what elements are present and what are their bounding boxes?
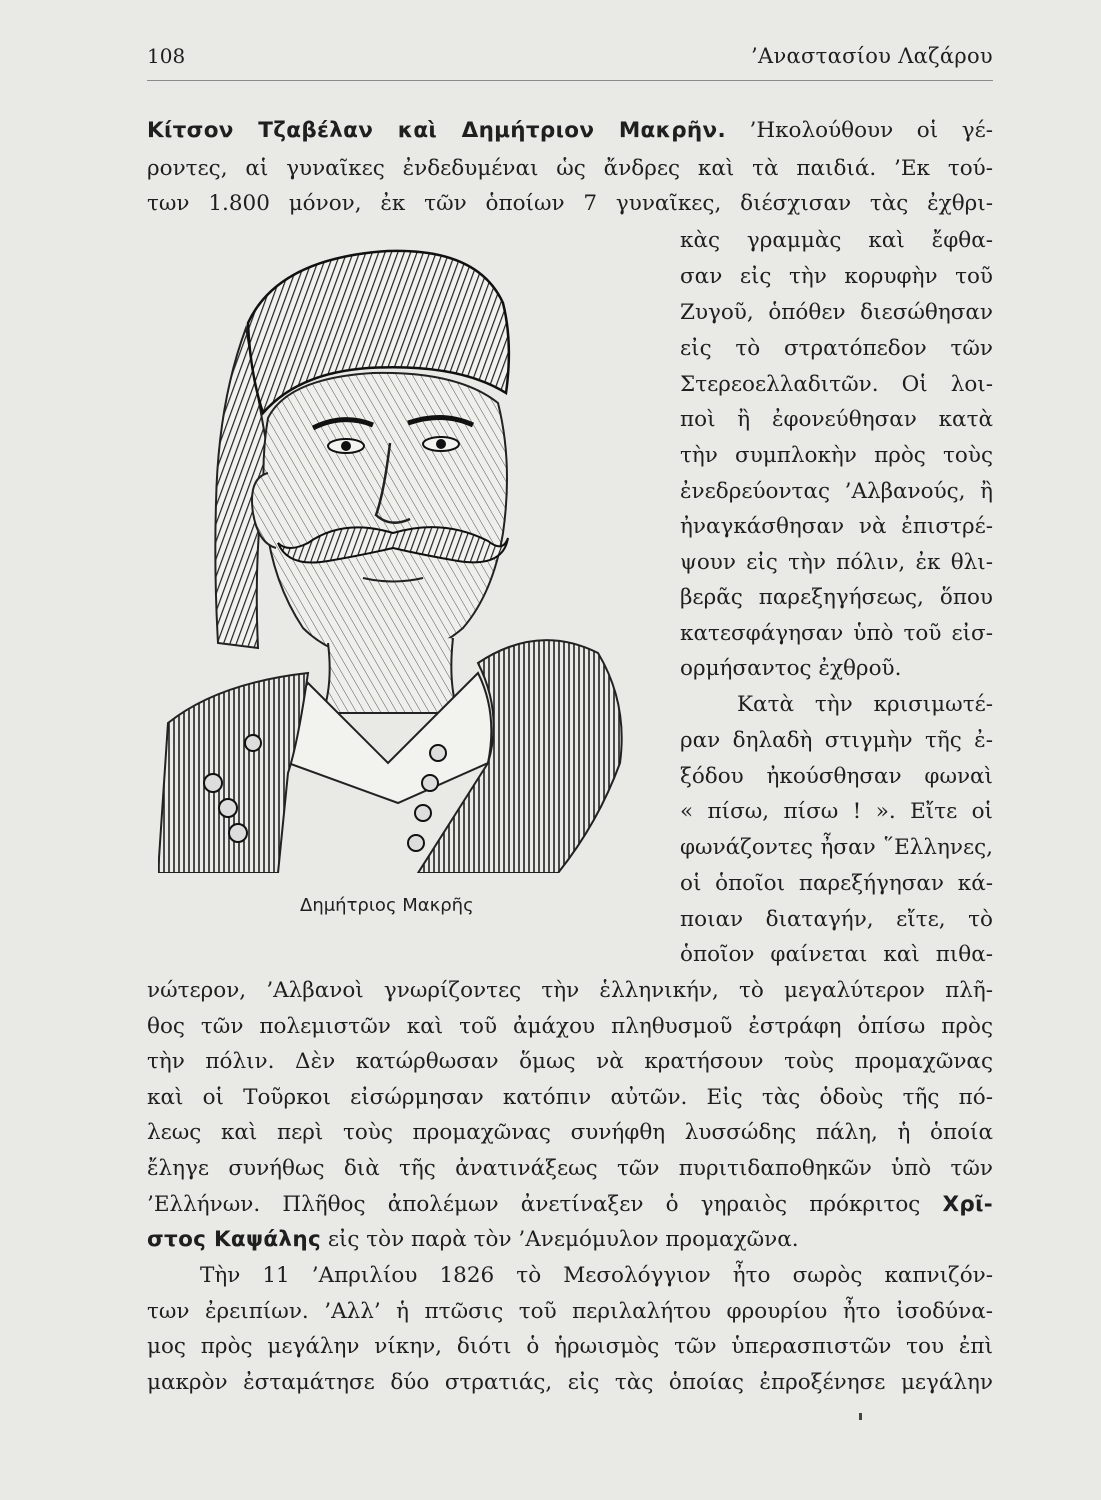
text-line: καὶ οἱ Τοῦρκοι εἰσώρμησαν κατόπιν αὐτῶν. Εἰς τὰς ὁδοὺς τῆς πό- [147, 1085, 993, 1110]
text-line: ψουν εἰς τὴν πόλιν, ἐκ θλι- [680, 550, 993, 575]
text-line: θος τῶν πολεμιστῶν καὶ τοῦ ἀμάχου πληθυσμοῦ ἐστράφη ὀπίσω πρὸς [147, 1014, 993, 1039]
text-line: οἱ ὁποῖοι παρεξήγησαν κά- [680, 871, 993, 896]
text-line: σαν εἰς τὴν κορυφὴν τοῦ [680, 264, 993, 289]
text-line: εἰς τὸ στρατόπεδον τῶν [680, 336, 993, 361]
text-line: ἔληγε συνήθως διὰ τῆς ἀνατινάξεως τῶν πυριτιδαποθηκῶν ὑπὸ τῶν [147, 1156, 993, 1181]
text-line: μακρὸν ἐσταμάτησε δύο στρατιάς, εἰς τὰς ὁποίας ἐπροξένησε μεγάλην [147, 1370, 993, 1395]
text-line: Στερεοελλαδιτῶν. Οἱ λοι- [680, 372, 993, 397]
text-line [147, 116, 993, 146]
portrait-engraving [158, 243, 628, 873]
text-span: εἰς τὸν παρὰ τὸν ’Ανεμόμυλον προμαχῶνα. [321, 1227, 799, 1252]
text-line: ἐνεδρεύοντας ’Αλβανούς, ἢ [680, 479, 993, 504]
text-line: τὴν πόλιν. Δὲν κατώρθωσαν ὅμως νὰ κρατήσουν τοὺς προμαχῶνας [147, 1049, 993, 1074]
header-rule [147, 80, 993, 81]
ink-speck [859, 1413, 862, 1420]
text-line [147, 1190, 993, 1220]
page-header [147, 44, 993, 74]
text-line: ροντες, αἱ γυναῖκες ἐνδεδυμέναι ὡς ἄνδρες καὶ τὰ παιδιά. ’Εκ τού- [147, 156, 993, 181]
text-line: Ζυγοῦ, ὁπόθεν διεσώθησαν [680, 300, 993, 325]
bold-name: στος Καψάλης [147, 1227, 321, 1252]
page-number: 108 [147, 44, 186, 68]
text-line: ποιαν διαταγήν, εἴτε, τὸ [680, 907, 993, 932]
text-line: των 1.800 μόνον, ἐκ τῶν ὁποίων 7 γυναῖκες, διέσχισαν τὰς ἐχθρι- [147, 191, 993, 216]
text-line: μος πρὸς μεγάλην νίκην, διότι ὁ ἡρωισμὸς τῶν ὑπερασπιστῶν του ἐπὶ [147, 1334, 993, 1359]
bold-names: Κίτσον Τζαβέλαν καὶ Δημήτριον Μακρῆν. [147, 118, 726, 143]
text-line: ὁποῖον φαίνεται καὶ πιθα- [680, 942, 993, 967]
text-line: κὰς γραμμὰς καὶ ἔφθα- [680, 228, 993, 253]
bold-name: Χρῖ- [942, 1192, 993, 1217]
portrait-caption: Δημήτριος Μακρῆς [300, 895, 474, 916]
text-line: των ἐρειπίων. ’Αλλ’ ἡ πτῶσις τοῦ περιλαλήτου φρουρίου ἦτο ἰσοδύνα- [147, 1299, 993, 1324]
text-line: ραν δηλαδὴ στιγμὴν τῆς ἐ- [680, 728, 993, 753]
text-line: Κατὰ τὴν κρισιμωτέ- [737, 692, 993, 717]
text-line: φωνάζοντες ἦσαν ῞Ελληνες, [680, 835, 993, 860]
text-line: ἠναγκάσθησαν νὰ ἐπιστρέ- [680, 514, 993, 539]
text-span: ’Ηκολούθουν οἱ γέ- [725, 118, 994, 143]
text-span: ’Ελλήνων. Πλῆθος ἀπολέμων ἀνετίναξεν ὁ γηραιὸς πρόκριτος [147, 1192, 921, 1217]
text-line: τὴν συμπλοκὴν πρὸς τοὺς [680, 443, 993, 468]
text-line: κατεσφάγησαν ὑπὸ τοῦ εἰσ- [680, 621, 993, 646]
text-line: « πίσω, πίσω ! ». Εἴτε οἱ [680, 799, 993, 824]
text-line: βερᾶς παρεξηγήσεως, ὅπου [680, 585, 993, 610]
text-line: ξόδου ἠκούσθησαν φωναὶ [680, 764, 993, 789]
text-line: Τὴν 11 ’Απριλίου 1826 τὸ Μεσολόγγιον ἦτο σωρὸς καπνιζόν- [200, 1263, 993, 1288]
text-line: ορμήσαντος ἐχθροῦ. [680, 656, 902, 681]
text-line: ποὶ ἢ ἐφονεύθησαν κατὰ [680, 407, 993, 432]
text-line: λεως καὶ περὶ τοὺς προμαχῶνας συνήφθη λυσσώδης πάλη, ἡ ὁποία [147, 1120, 993, 1145]
text-line: νώτερον, ’Αλβανοὶ γνωρίζοντες τὴν ἑλληνικήν, τὸ μεγαλύτερον πλῆ- [147, 978, 993, 1003]
running-head: ’Αναστασίου Λαζάρου [751, 44, 993, 68]
text-line [147, 1225, 993, 1255]
